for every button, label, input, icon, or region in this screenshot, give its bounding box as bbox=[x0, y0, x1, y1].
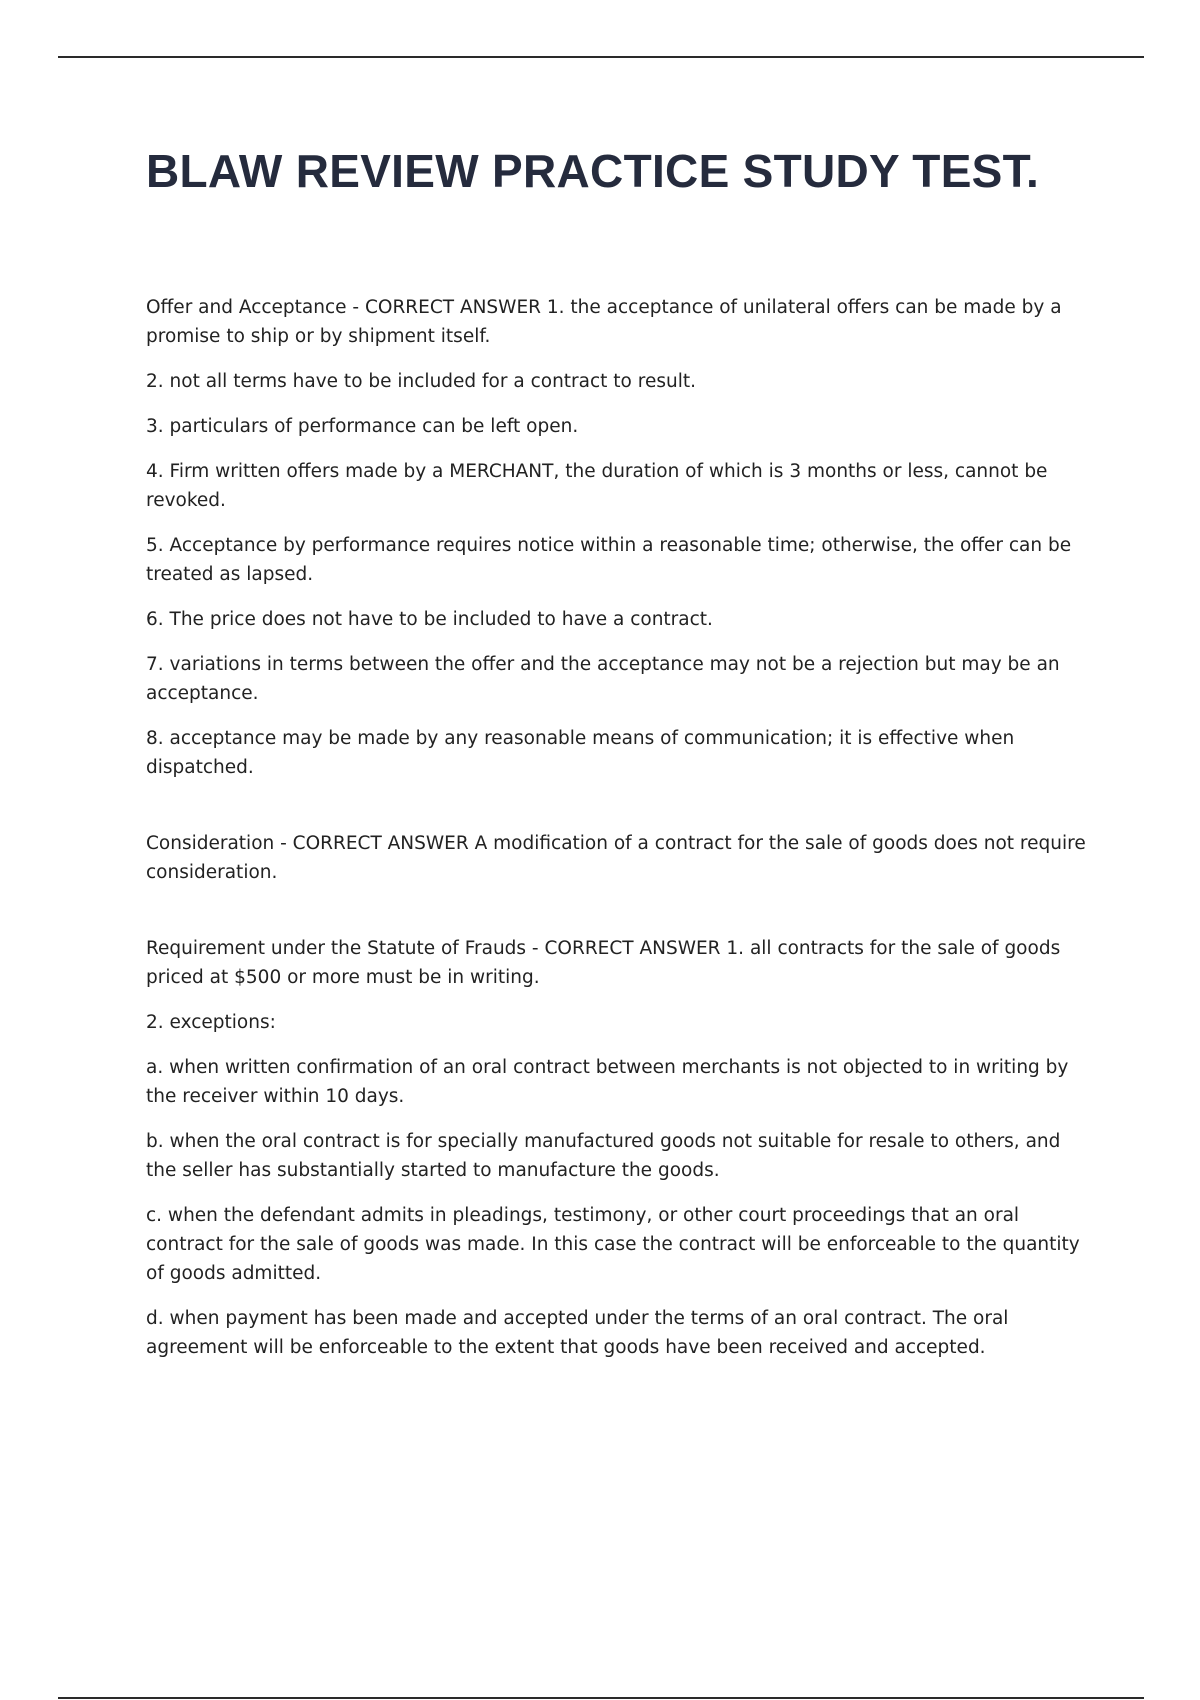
top-rule bbox=[58, 56, 1144, 58]
paragraph: a. when written confirmation of an oral contract between merchants is not objected to in writing by the receiver within 10 days. bbox=[146, 1057, 1069, 1107]
paragraph: c. when the defendant admits in pleadings, testimony, or other court proceedings that an oral contract for the sale of goods was made. In this case the contract will be enforceable to the quantity of goods admitted. bbox=[146, 1205, 1080, 1284]
paragraph: 3. particulars of performance can be left open. bbox=[146, 416, 579, 437]
paragraph: Requirement under the Statute of Frauds - CORRECT ANSWER 1. all contracts for the sale of goods priced at $500 or more must be in writing. bbox=[146, 938, 1061, 988]
paragraph: 8. acceptance may be made by any reasonable means of communication; it is effective when dispatched. bbox=[146, 728, 1015, 778]
paragraph: 4. Firm written offers made by a MERCHANT, the duration of which is 3 months or less, cannot be revoked. bbox=[146, 461, 1048, 511]
document-title: BLAW REVIEW PRACTICE STUDY TEST. bbox=[146, 145, 1040, 197]
paragraph: b. when the oral contract is for specially manufactured goods not suitable for resale to others, and the seller has substantially started to manufacture the goods. bbox=[146, 1131, 1061, 1181]
paragraph: 7. variations in terms between the offer and the acceptance may not be a rejection but may be an acceptance. bbox=[146, 654, 1060, 704]
paragraph: d. when payment has been made and accepted under the terms of an oral contract. The oral agreement will be enforceable to the extent that goods have been received and accepted. bbox=[146, 1308, 1009, 1358]
document-body bbox=[146, 293, 1096, 1378]
paragraph: 2. not all terms have to be included for a contract to result. bbox=[146, 371, 696, 392]
paragraph: Consideration - CORRECT ANSWER A modification of a contract for the sale of goods does not require consideration. bbox=[146, 833, 1086, 883]
paragraph: Offer and Acceptance - CORRECT ANSWER 1. the acceptance of unilateral offers can be made by a promise to ship or by shipment itself. bbox=[146, 297, 1062, 347]
section-statute-of-frauds bbox=[146, 934, 1096, 1362]
paragraph: 5. Acceptance by performance requires notice within a reasonable time; otherwise, the offer can be treated as lapsed. bbox=[146, 535, 1072, 585]
section-offer-and-acceptance bbox=[146, 293, 1096, 782]
section-consideration bbox=[146, 829, 1096, 887]
bottom-rule bbox=[58, 1697, 1144, 1699]
paragraph: 2. exceptions: bbox=[146, 1012, 276, 1033]
paragraph: 6. The price does not have to be included to have a contract. bbox=[146, 609, 713, 630]
